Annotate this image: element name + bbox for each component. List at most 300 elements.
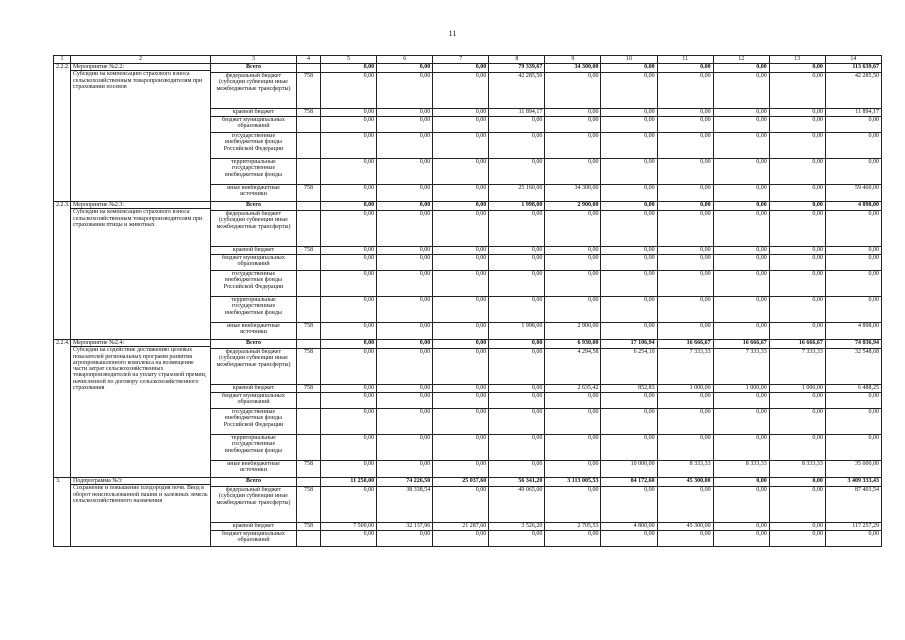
amount-cell: 0,00	[713, 202, 769, 211]
amount-cell: 10 000,00	[601, 461, 657, 478]
amount-cell: 0,00	[321, 393, 377, 409]
amount-cell: 0,00	[657, 133, 713, 159]
amount-cell: 8 333,33	[769, 461, 825, 478]
amount-cell: 32 137,96	[377, 523, 433, 531]
amount-cell: 0,00	[433, 385, 489, 393]
amount-cell: 7 333,33	[769, 349, 825, 385]
amount-cell: 0,00	[657, 531, 713, 547]
amount-cell: 0,00	[489, 117, 545, 133]
amount-cell: 0,00	[825, 211, 881, 247]
budget-code	[297, 64, 321, 73]
amount-cell: 0,00	[489, 531, 545, 547]
amount-cell: 0,00	[377, 461, 433, 478]
amount-cell: 0,00	[657, 211, 713, 247]
amount-cell: 0,00	[769, 64, 825, 73]
amount-cell: 45 300,00	[657, 478, 713, 487]
page-number: 11	[448, 29, 457, 38]
amount-cell: 0,00	[321, 133, 377, 159]
amount-cell: 0,00	[825, 247, 881, 255]
amount-cell: 0,00	[433, 487, 489, 523]
budget-code: 758	[297, 323, 321, 340]
amount-cell: 84 172,60	[601, 478, 657, 487]
amount-cell: 0,00	[377, 349, 433, 385]
amount-cell: 0,00	[769, 487, 825, 523]
amount-cell: 0,00	[769, 523, 825, 531]
amount-cell: 0,00	[825, 255, 881, 271]
amount-cell: 0,00	[713, 323, 769, 340]
amount-cell: 0,00	[321, 385, 377, 393]
amount-cell: 0,00	[657, 109, 713, 117]
amount-cell: 0,00	[713, 393, 769, 409]
funding-source: иные внебюджетные источники	[211, 323, 297, 340]
amount-cell: 56 341,20	[489, 478, 545, 487]
amount-cell: 0,00	[321, 73, 377, 109]
budget-code	[297, 255, 321, 271]
budget-table	[53, 55, 882, 547]
amount-cell: 0,00	[713, 109, 769, 117]
amount-cell: 0,00	[713, 271, 769, 297]
amount-cell: 0,00	[657, 435, 713, 461]
amount-cell: 0,00	[825, 531, 881, 547]
amount-cell: 0,00	[601, 409, 657, 435]
amount-cell: 0,00	[377, 73, 433, 109]
amount-cell: 0,00	[545, 255, 601, 271]
amount-cell: 11 250,00	[321, 478, 377, 487]
amount-cell: 0,00	[433, 185, 489, 202]
amount-cell: 0,00	[713, 487, 769, 523]
amount-cell: 0,00	[321, 247, 377, 255]
funding-source: федеральный бюджет (субсидии субвенции иные межбюджетные трансферты)	[211, 487, 297, 523]
section-cell	[71, 478, 211, 547]
amount-cell: 0,00	[377, 247, 433, 255]
amount-cell: 0,00	[321, 297, 377, 323]
amount-cell: 0,00	[545, 297, 601, 323]
amount-cell: 0,00	[713, 255, 769, 271]
amount-cell: 0,00	[377, 117, 433, 133]
amount-cell: 4 898,00	[825, 323, 881, 340]
amount-cell: 0,00	[601, 487, 657, 523]
amount-cell: 0,00	[377, 211, 433, 247]
amount-cell: 0,00	[377, 109, 433, 117]
amount-cell: 1 998,00	[489, 202, 545, 211]
amount-cell: 0,00	[321, 323, 377, 340]
amount-cell: 0,00	[713, 523, 769, 531]
amount-cell: 0,00	[545, 159, 601, 185]
amount-cell: 0,00	[601, 247, 657, 255]
amount-cell: 0,00	[377, 185, 433, 202]
funding-source: краевой бюджет	[211, 247, 297, 255]
amount-cell: 16 666,67	[657, 340, 713, 349]
column-number: 3	[211, 56, 297, 64]
amount-cell: 0,00	[321, 202, 377, 211]
column-number-row	[54, 56, 882, 64]
amount-cell: 0,00	[489, 461, 545, 478]
amount-cell: 49 065,00	[489, 487, 545, 523]
amount-cell: 0,00	[321, 211, 377, 247]
column-number: 2	[71, 56, 211, 64]
amount-cell: 0,00	[377, 255, 433, 271]
amount-cell: 0,00	[321, 340, 377, 349]
section-title: Подпрограмма №3:	[71, 478, 210, 485]
amount-cell: 0,00	[601, 117, 657, 133]
amount-cell: 16 666,67	[769, 340, 825, 349]
amount-cell: 117 257,29	[825, 523, 881, 531]
amount-cell: 0,00	[769, 531, 825, 547]
funding-source: иные внебюджетные источники	[211, 461, 297, 478]
amount-cell: 25 160,00	[489, 185, 545, 202]
amount-cell: 0,00	[433, 349, 489, 385]
amount-cell: 0,00	[601, 202, 657, 211]
amount-cell: 0,00	[433, 247, 489, 255]
amount-cell: 0,00	[769, 185, 825, 202]
amount-cell: 0,00	[321, 64, 377, 73]
amount-cell: 0,00	[545, 393, 601, 409]
amount-cell: 852,83	[601, 385, 657, 393]
amount-cell: 34 300,00	[545, 185, 601, 202]
amount-cell: 0,00	[433, 435, 489, 461]
amount-cell: 0,00	[377, 340, 433, 349]
amount-cell: 34 300,00	[545, 64, 601, 73]
amount-cell: 0,00	[433, 323, 489, 340]
funding-source: иные внебюджетные источники	[211, 185, 297, 202]
amount-cell: 0,00	[433, 461, 489, 478]
amount-cell: 0,00	[657, 297, 713, 323]
funding-source: Всего	[211, 478, 297, 487]
amount-cell: 0,00	[489, 133, 545, 159]
amount-cell: 0,00	[825, 393, 881, 409]
section-title: Мероприятие №2.3:	[71, 202, 210, 209]
funding-source: краевой бюджет	[211, 523, 297, 531]
amount-cell: 45 300,00	[657, 523, 713, 531]
amount-cell: 0,00	[769, 247, 825, 255]
budget-code: 758	[297, 109, 321, 117]
amount-cell: 0,00	[545, 487, 601, 523]
section-number: 2.2.3.	[54, 202, 71, 340]
amount-cell: 3 526,20	[489, 523, 545, 531]
funding-source: территориальные государственные внебюджетные фонды	[211, 435, 297, 461]
column-number: 8	[489, 56, 545, 64]
amount-cell: 0,00	[377, 271, 433, 297]
amount-cell: 0,00	[489, 255, 545, 271]
amount-cell: 0,00	[657, 409, 713, 435]
section-title: Мероприятие №2.2:	[71, 64, 210, 71]
amount-cell: 0,00	[545, 271, 601, 297]
column-number: 10	[601, 56, 657, 64]
amount-cell: 0,00	[545, 531, 601, 547]
column-number: 11	[657, 56, 713, 64]
amount-cell: 0,00	[545, 211, 601, 247]
amount-cell: 0,00	[769, 255, 825, 271]
section-number: 2.2.2.	[54, 64, 71, 202]
amount-cell: 0,00	[433, 297, 489, 323]
amount-cell: 8 333,33	[713, 461, 769, 478]
amount-cell: 7 333,33	[657, 349, 713, 385]
section-description: Сохранение и повышение плодородия почв. Ввод в оборот неиспользованной пашни и залежных земель сельскохозяйственного назначения	[73, 485, 208, 504]
amount-cell: 0,00	[321, 255, 377, 271]
amount-cell: 0,00	[489, 211, 545, 247]
amount-cell: 113 639,67	[825, 64, 881, 73]
amount-cell: 2 900,00	[545, 202, 601, 211]
section-number: 3.	[54, 478, 71, 547]
amount-cell: 0,00	[321, 159, 377, 185]
amount-cell: 0,00	[545, 73, 601, 109]
amount-cell: 0,00	[321, 185, 377, 202]
amount-cell: 59 460,00	[825, 185, 881, 202]
amount-cell: 11 894,17	[825, 109, 881, 117]
amount-cell: 0,00	[601, 133, 657, 159]
amount-cell: 7 500,00	[321, 523, 377, 531]
amount-cell: 0,00	[713, 185, 769, 202]
amount-cell: 0,00	[713, 117, 769, 133]
section-description: Субсидии на компенсацию страхового взноса сельскохозяйственным товаропроизводителям при страховании посевов	[73, 71, 203, 90]
amount-cell: 0,00	[825, 409, 881, 435]
amount-cell: 1 000,00	[713, 385, 769, 393]
amount-cell: 0,00	[601, 323, 657, 340]
amount-cell: 11 894,17	[489, 109, 545, 117]
amount-cell: 0,00	[657, 393, 713, 409]
amount-cell: 74 226,50	[377, 478, 433, 487]
amount-cell: 0,00	[769, 409, 825, 435]
amount-cell: 0,00	[489, 393, 545, 409]
funding-source: государственные внебюджетные фонды Российской Федерации	[211, 271, 297, 297]
amount-cell: 0,00	[713, 133, 769, 159]
amount-cell: 0,00	[825, 435, 881, 461]
funding-source: территориальные государственные внебюджетные фонды	[211, 159, 297, 185]
amount-cell: 38 338,54	[377, 487, 433, 523]
amount-cell: 3 409 333,43	[825, 478, 881, 487]
funding-source: федеральный бюджет (субсидии субвенции иные межбюджетные трансферты)	[211, 211, 297, 247]
amount-cell: 0,00	[377, 435, 433, 461]
amount-cell: 4 898,00	[825, 202, 881, 211]
amount-cell: 0,00	[433, 202, 489, 211]
amount-cell: 0,00	[601, 271, 657, 297]
amount-cell: 0,00	[433, 109, 489, 117]
amount-cell: 0,00	[433, 340, 489, 349]
amount-cell: 0,00	[769, 202, 825, 211]
column-number: 6	[377, 56, 433, 64]
amount-cell: 0,00	[321, 461, 377, 478]
amount-cell: 0,00	[433, 409, 489, 435]
amount-cell: 0,00	[489, 247, 545, 255]
funding-source: краевой бюджет	[211, 385, 297, 393]
amount-cell: 0,00	[489, 385, 545, 393]
amount-cell: 0,00	[657, 247, 713, 255]
funding-source: государственные внебюджетные фонды Российской Федерации	[211, 409, 297, 435]
amount-cell: 17 106,94	[601, 340, 657, 349]
funding-source: Всего	[211, 202, 297, 211]
amount-cell: 0,00	[321, 271, 377, 297]
funding-source: Всего	[211, 340, 297, 349]
column-number: 14	[825, 56, 881, 64]
amount-cell: 0,00	[769, 271, 825, 297]
amount-cell: 7 333,33	[713, 349, 769, 385]
budget-code: 758	[297, 73, 321, 109]
column-number: 9	[545, 56, 601, 64]
amount-cell: 0,00	[713, 409, 769, 435]
amount-cell: 0,00	[545, 247, 601, 255]
amount-cell: 0,00	[545, 133, 601, 159]
amount-cell: 0,00	[657, 64, 713, 73]
amount-cell: 0,00	[433, 117, 489, 133]
amount-cell: 8 333,33	[657, 461, 713, 478]
amount-cell: 0,00	[769, 478, 825, 487]
budget-code	[297, 133, 321, 159]
budget-code	[297, 393, 321, 409]
amount-cell: 0,00	[713, 531, 769, 547]
amount-cell: 0,00	[769, 73, 825, 109]
amount-cell: 0,00	[713, 159, 769, 185]
amount-cell: 87 403,54	[825, 487, 881, 523]
budget-code	[297, 117, 321, 133]
amount-cell: 0,00	[489, 340, 545, 349]
amount-cell: 79 339,67	[489, 64, 545, 73]
amount-cell: 32 548,68	[825, 349, 881, 385]
amount-cell: 42 285,50	[825, 73, 881, 109]
budget-code: 758	[297, 185, 321, 202]
amount-cell: 0,00	[657, 159, 713, 185]
amount-cell: 0,00	[601, 109, 657, 117]
amount-cell: 0,00	[769, 435, 825, 461]
amount-cell: 0,00	[713, 435, 769, 461]
amount-cell: 2 705,53	[545, 523, 601, 531]
funding-source: бюджет муниципальных образований	[211, 255, 297, 271]
amount-cell: 0,00	[433, 255, 489, 271]
amount-cell: 0,00	[825, 133, 881, 159]
amount-cell: 0,00	[321, 531, 377, 547]
amount-cell: 0,00	[601, 73, 657, 109]
budget-code	[297, 409, 321, 435]
amount-cell: 0,00	[321, 409, 377, 435]
budget-code: 758	[297, 247, 321, 255]
funding-source: бюджет муниципальных образований	[211, 393, 297, 409]
amount-cell: 0,00	[377, 64, 433, 73]
amount-cell: 0,00	[769, 133, 825, 159]
table-row	[54, 478, 882, 487]
amount-cell: 0,00	[489, 159, 545, 185]
amount-cell: 0,00	[657, 271, 713, 297]
section-cell	[71, 64, 211, 202]
amount-cell: 0,00	[321, 109, 377, 117]
amount-cell: 0,00	[657, 487, 713, 523]
funding-source: краевой бюджет	[211, 109, 297, 117]
amount-cell: 0,00	[377, 409, 433, 435]
budget-code: 758	[297, 349, 321, 385]
budget-code	[297, 271, 321, 297]
budget-code	[297, 211, 321, 247]
amount-cell: 0,00	[433, 271, 489, 297]
amount-cell: 0,00	[433, 133, 489, 159]
amount-cell: 0,00	[377, 133, 433, 159]
funding-source: федеральный бюджет (субсидии субвенции иные межбюджетные трансферты)	[211, 349, 297, 385]
amount-cell: 0,00	[657, 73, 713, 109]
budget-code	[297, 297, 321, 323]
amount-cell: 2 635,42	[545, 385, 601, 393]
amount-cell: 0,00	[601, 435, 657, 461]
section-description: Субсидии на компенсацию страхового взноса сельскохозяйственным товаропроизводителям при страховании птицы и животных	[73, 209, 203, 228]
amount-cell: 0,00	[433, 211, 489, 247]
section-cell	[71, 202, 211, 340]
amount-cell: 0,00	[377, 202, 433, 211]
amount-cell: 0,00	[713, 211, 769, 247]
amount-cell: 0,00	[377, 297, 433, 323]
amount-cell: 0,00	[433, 393, 489, 409]
funding-source: государственные внебюджетные фонды Российской Федерации	[211, 133, 297, 159]
amount-cell: 0,00	[825, 271, 881, 297]
table-row	[54, 340, 882, 349]
column-number: 12	[713, 56, 769, 64]
amount-cell: 0,00	[601, 64, 657, 73]
amount-cell: 21 287,60	[433, 523, 489, 531]
amount-cell: 6 254,10	[601, 349, 657, 385]
amount-cell: 0,00	[489, 349, 545, 385]
amount-cell: 0,00	[769, 109, 825, 117]
amount-cell: 0,00	[321, 435, 377, 461]
amount-cell: 0,00	[545, 461, 601, 478]
amount-cell: 0,00	[601, 185, 657, 202]
budget-code: 758	[297, 385, 321, 393]
amount-cell: 0,00	[489, 435, 545, 461]
amount-cell: 0,00	[601, 211, 657, 247]
amount-cell: 0,00	[713, 64, 769, 73]
section-cell	[71, 340, 211, 478]
amount-cell: 0,00	[657, 185, 713, 202]
amount-cell: 0,00	[601, 297, 657, 323]
amount-cell: 0,00	[601, 531, 657, 547]
amount-cell: 1 998,00	[489, 323, 545, 340]
amount-cell: 0,00	[545, 109, 601, 117]
amount-cell: 0,00	[657, 117, 713, 133]
funding-source: Всего	[211, 64, 297, 73]
amount-cell: 0,00	[825, 159, 881, 185]
budget-code	[297, 531, 321, 547]
amount-cell: 4 800,00	[601, 523, 657, 531]
funding-source: бюджет муниципальных образований	[211, 531, 297, 547]
section-description: Субсидии на содействие достижению целевых показателей региональных программ развития агропромышленного комплекса на возмещение части затрат сельскохозяйственных товаропроизводителей на уплату страховой премии, начисленной по договору сельскохозяйственного страхования	[73, 347, 207, 392]
budget-code: 758	[297, 523, 321, 531]
amount-cell: 74 036,94	[825, 340, 881, 349]
amount-cell: 0,00	[433, 159, 489, 185]
funding-source: федеральный бюджет (субсидии субвенции иные межбюджетные трансферты)	[211, 73, 297, 109]
budget-code	[297, 478, 321, 487]
amount-cell: 0,00	[377, 531, 433, 547]
amount-cell: 0,00	[321, 349, 377, 385]
amount-cell: 0,00	[825, 297, 881, 323]
amount-cell: 0,00	[377, 159, 433, 185]
amount-cell: 0,00	[769, 323, 825, 340]
budget-code: 758	[297, 487, 321, 523]
amount-cell: 42 285,50	[489, 73, 545, 109]
amount-cell: 0,00	[377, 393, 433, 409]
amount-cell: 0,00	[601, 255, 657, 271]
amount-cell: 0,00	[489, 271, 545, 297]
column-number: 5	[321, 56, 377, 64]
amount-cell: 0,00	[489, 409, 545, 435]
budget-code	[297, 435, 321, 461]
amount-cell: 0,00	[713, 73, 769, 109]
section-title: Мероприятие №2.4:	[71, 340, 210, 347]
section-number: 2.2.4.	[54, 340, 71, 478]
amount-cell: 0,00	[769, 159, 825, 185]
amount-cell: 35 000,00	[825, 461, 881, 478]
amount-cell: 0,00	[601, 159, 657, 185]
amount-cell: 0,00	[545, 409, 601, 435]
amount-cell: 0,00	[713, 247, 769, 255]
column-number: 1	[54, 56, 71, 64]
table-row	[54, 64, 882, 73]
budget-code	[297, 202, 321, 211]
amount-cell: 0,00	[321, 117, 377, 133]
amount-cell: 6 930,00	[545, 340, 601, 349]
